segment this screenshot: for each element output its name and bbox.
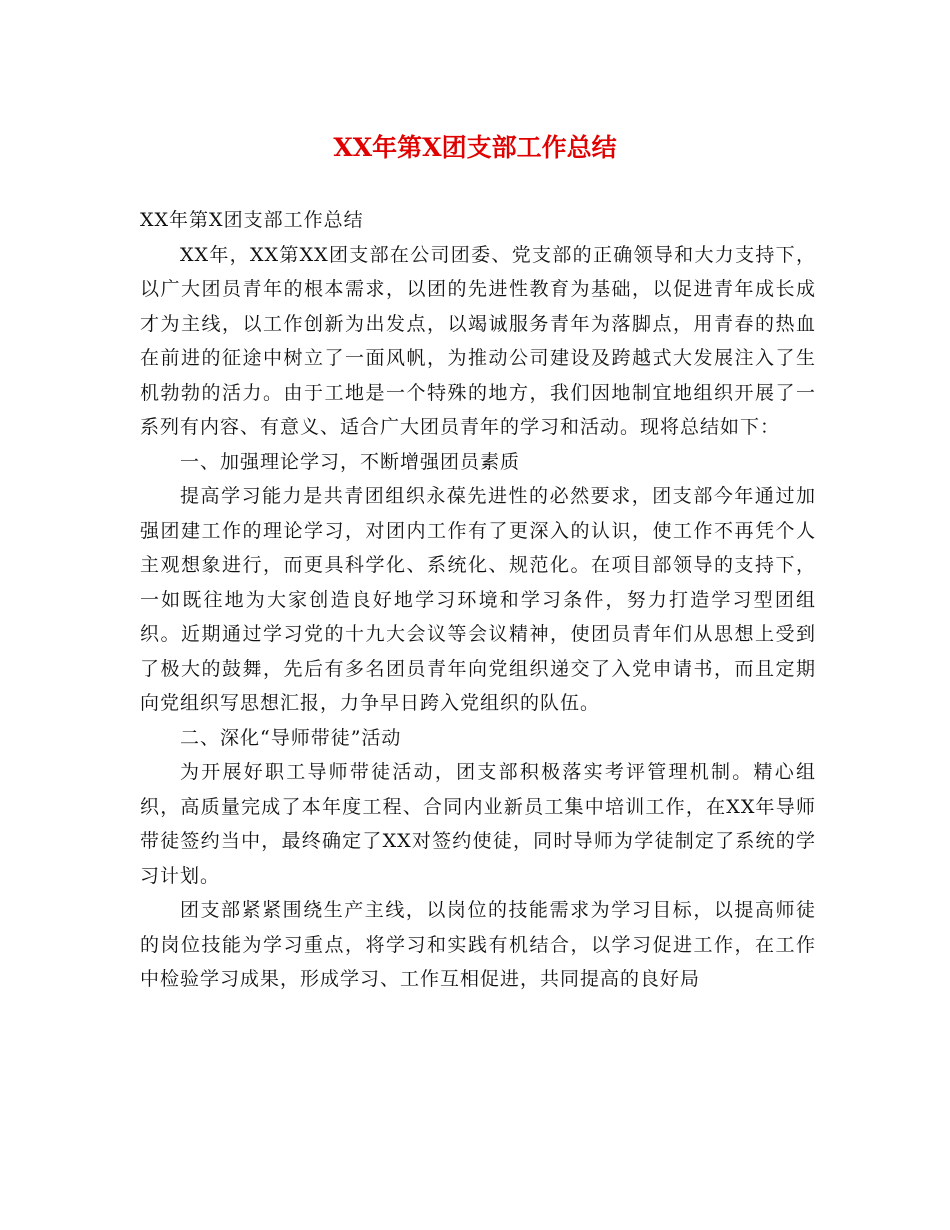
document-subtitle: XX年第X团支部工作总结 [140,209,364,231]
body-paragraph: XX年，XX第XX团支部在公司团委、党支部的正确领导和大力支持下，以广大团员青年的根本需求，以团的先进性教育为基础，以促进青年成长成才为主线，以工作创新为出发点，以竭诚服务青年为落脚点，用青春的热血在前进的征途中树立了一面风帆，为推动公司建设及跨越式大发展注入了生机勃勃的活力。由于工地是一个特殊的地方，我们因地制宜地组织开展了一系列有内容、有意义、适合广大团员青年的学习和活动。现将总结如下： [140,243,816,438]
body-paragraph: 提高学习能力是共青团组织永葆先进性的必然要求，团支部今年通过加强团建工作的理论学习，对团内工作有了更深入的认识，使工作不再凭个人主观想象进行，而更具科学化、系统化、规范化。在项目部领导的支持下，一如既往地为大家创造良好地学习环境和学习条件，努力打造学习型团组织。近期通过学习党的十九大会议等会议精神，使团员青年们从思想上受到了极大的鼓舞，先后有多名团员青年向党组织递交了入党申请书，而且定期向党组织写思想汇报，力争早日跨入党组织的队伍。 [140,485,816,714]
body-paragraph: 团支部紧紧围绕生产主线，以岗位的技能需求为学习目标，以提高师徒的岗位技能为学习重点，将学习和实践有机结合，以学习促进工作，在工作中检验学习成果，形成学习、工作互相促进，共同提高的良好局 [140,899,816,990]
body-paragraph: 二、深化“导师带徒”活动 [180,726,402,749]
document-body [140,203,816,997]
body-paragraph: 为开展好职工导师带徒活动，团支部积极落实考评管理机制。精心组织，高质量完成了本年度工程、合同内业新员工集中培训工作，在XX年导师带徒签约当中，最终确定了XX对签约使徒，同时导师为学徒制定了系统的学习计划。 [140,761,816,887]
body-paragraph: 一、加强理论学习，不断增强团员素质 [180,450,521,473]
document-title: XX年第X团支部工作总结 [333,133,617,162]
